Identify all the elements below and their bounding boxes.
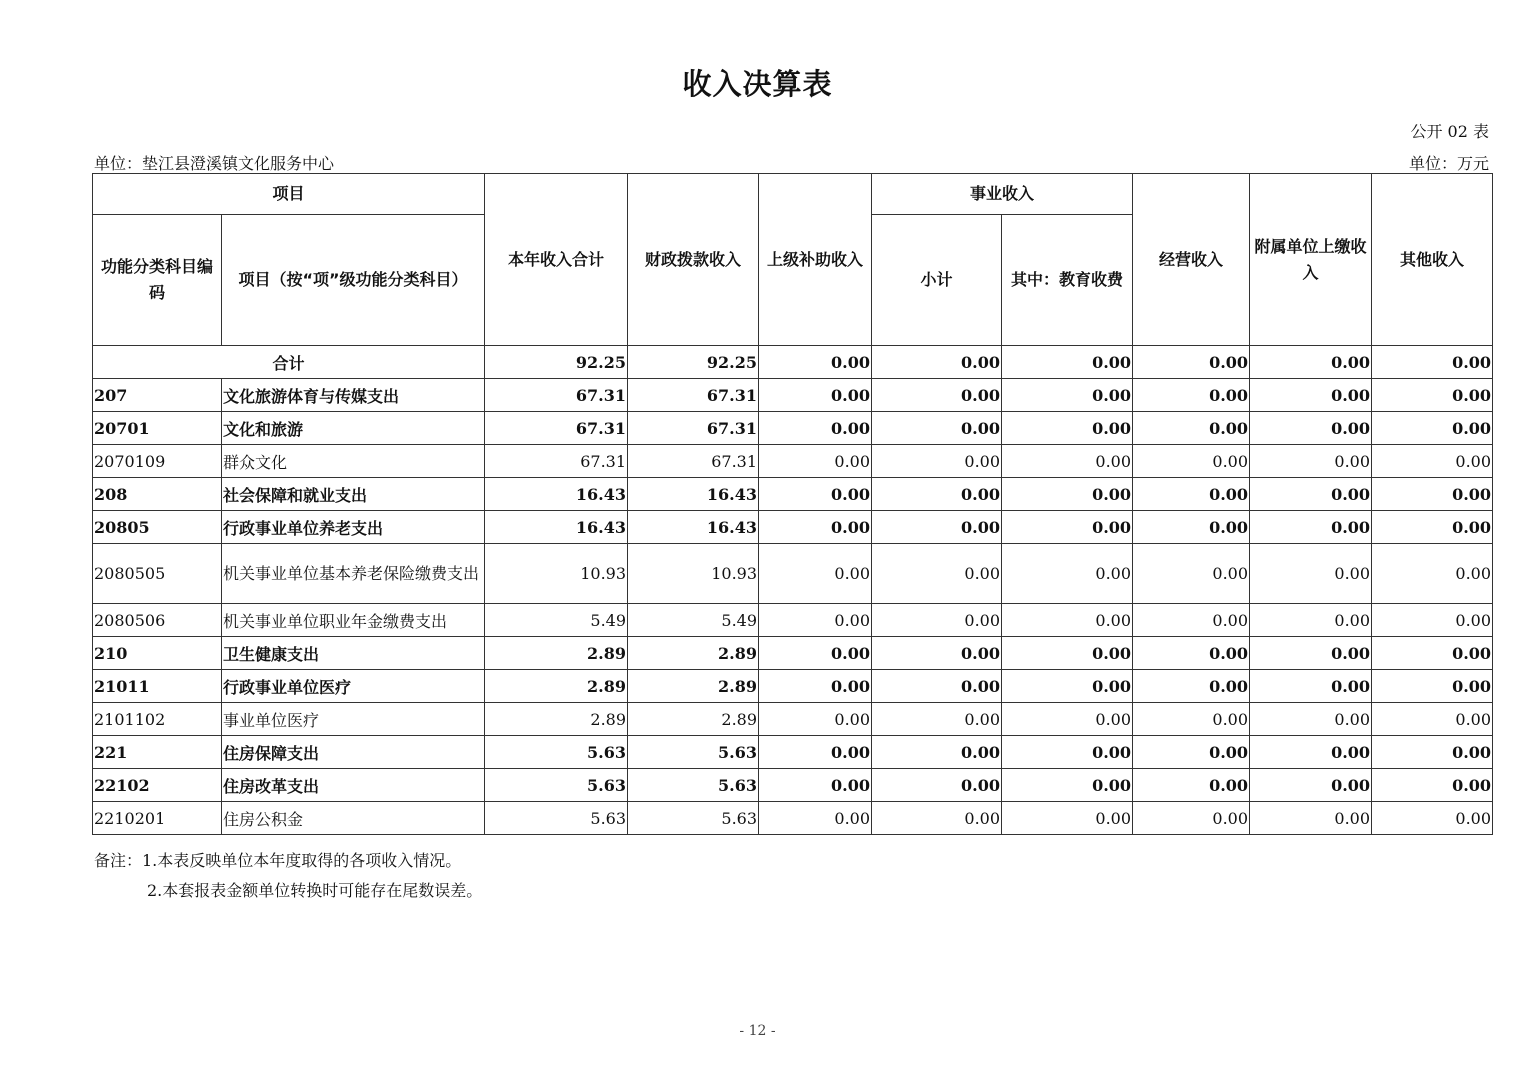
row-value: 0.00 [1250, 736, 1372, 769]
row-value: 2.89 [485, 703, 628, 736]
row-value: 0.00 [1250, 511, 1372, 544]
table-row [93, 670, 1493, 703]
row-name: 文化和旅游 [222, 412, 485, 445]
row-name: 机关事业单位职业年金缴费支出 [222, 604, 485, 637]
row-value: 0.00 [872, 379, 1002, 412]
row-value: 0.00 [1002, 544, 1133, 604]
row-value: 0.00 [1002, 802, 1133, 835]
row-value: 5.63 [485, 802, 628, 835]
table-row [93, 802, 1493, 835]
row-value: 0.00 [1372, 412, 1493, 445]
header-fiscal: 财政拨款收入 [628, 174, 759, 346]
row-value: 0.00 [1133, 379, 1250, 412]
row-value: 5.49 [628, 604, 759, 637]
row-code: 2101102 [93, 703, 222, 736]
row-value: 0.00 [1372, 637, 1493, 670]
row-value: 0.00 [1372, 736, 1493, 769]
row-value: 0.00 [759, 511, 872, 544]
row-value: 16.43 [628, 511, 759, 544]
form-number: 公开 02 表 [1410, 122, 1489, 141]
row-value: 0.00 [872, 445, 1002, 478]
row-value: 0.00 [872, 802, 1002, 835]
table-header [93, 174, 1493, 346]
table-total-row [93, 346, 1493, 379]
row-value: 67.31 [628, 412, 759, 445]
row-value: 2.89 [628, 703, 759, 736]
row-name: 行政事业单位养老支出 [222, 511, 485, 544]
header-edu-fee: 其中：教育收费 [1002, 215, 1133, 346]
row-value: 0.00 [872, 478, 1002, 511]
row-value: 0.00 [1002, 736, 1133, 769]
row-value: 0.00 [1133, 445, 1250, 478]
row-value: 0.00 [1133, 412, 1250, 445]
row-name: 卫生健康支出 [222, 637, 485, 670]
header-item-name: 项目（按“项”级功能分类科目） [222, 215, 485, 346]
row-value: 0.00 [1133, 670, 1250, 703]
row-value: 0.00 [759, 769, 872, 802]
row-value: 0.00 [759, 637, 872, 670]
table-row [93, 703, 1493, 736]
row-value: 0.00 [759, 445, 872, 478]
row-value: 0.00 [1250, 802, 1372, 835]
page-title: 收入决算表 [682, 67, 833, 101]
row-value: 0.00 [759, 412, 872, 445]
row-value: 0.00 [1372, 604, 1493, 637]
row-code: 2210201 [93, 802, 222, 835]
row-value: 0.00 [872, 637, 1002, 670]
row-value: 0.00 [1002, 412, 1133, 445]
table-row [93, 637, 1493, 670]
row-value: 0.00 [1372, 544, 1493, 604]
notes [94, 846, 482, 906]
table-row [93, 604, 1493, 637]
row-value: 0.00 [1250, 379, 1372, 412]
total-value: 0.00 [872, 346, 1002, 379]
table-row [93, 544, 1493, 604]
row-value: 0.00 [1002, 379, 1133, 412]
row-value: 0.00 [759, 478, 872, 511]
total-value: 92.25 [628, 346, 759, 379]
row-value: 2.89 [485, 637, 628, 670]
row-value: 0.00 [759, 670, 872, 703]
row-name: 机关事业单位基本养老保险缴费支出 [222, 544, 485, 604]
note-line-2: 2.本套报表金额单位转换时可能存在尾数误差。 [147, 881, 483, 900]
row-value: 0.00 [1002, 511, 1133, 544]
row-value: 0.00 [1250, 769, 1372, 802]
row-name: 社会保障和就业支出 [222, 478, 485, 511]
row-name: 住房公积金 [222, 802, 485, 835]
row-value: 0.00 [872, 769, 1002, 802]
row-value: 0.00 [1133, 511, 1250, 544]
row-name: 行政事业单位医疗 [222, 670, 485, 703]
table-row [93, 769, 1493, 802]
row-value: 0.00 [1250, 637, 1372, 670]
page-number: - 12 - [739, 1023, 776, 1039]
row-code: 22102 [93, 769, 222, 802]
row-value: 16.43 [485, 511, 628, 544]
row-value: 0.00 [872, 412, 1002, 445]
row-value: 67.31 [485, 379, 628, 412]
row-value: 0.00 [1250, 703, 1372, 736]
row-value: 0.00 [1133, 544, 1250, 604]
row-value: 0.00 [1002, 478, 1133, 511]
row-value: 5.63 [628, 769, 759, 802]
table-row [93, 445, 1493, 478]
row-value: 2.89 [485, 670, 628, 703]
row-value: 0.00 [759, 604, 872, 637]
row-value: 0.00 [1133, 769, 1250, 802]
row-name: 群众文化 [222, 445, 485, 478]
row-value: 0.00 [872, 511, 1002, 544]
row-value: 0.00 [1372, 802, 1493, 835]
row-value: 16.43 [485, 478, 628, 511]
row-value: 5.63 [628, 736, 759, 769]
table-row [93, 412, 1493, 445]
row-value: 0.00 [1002, 637, 1133, 670]
row-value: 0.00 [1002, 769, 1133, 802]
row-value: 0.00 [759, 379, 872, 412]
total-value: 0.00 [759, 346, 872, 379]
row-value: 0.00 [1002, 670, 1133, 703]
row-value: 0.00 [872, 544, 1002, 604]
row-value: 0.00 [872, 703, 1002, 736]
table-body [93, 346, 1493, 835]
reporting-unit: 单位：垫江县澄溪镇文化服务中心 [94, 154, 335, 173]
row-value: 0.00 [872, 670, 1002, 703]
row-name: 住房保障支出 [222, 736, 485, 769]
row-value: 0.00 [1133, 604, 1250, 637]
row-value: 0.00 [1133, 637, 1250, 670]
total-value: 0.00 [1250, 346, 1372, 379]
row-code: 221 [93, 736, 222, 769]
row-value: 5.63 [628, 802, 759, 835]
row-value: 2.89 [628, 670, 759, 703]
total-label: 合计 [93, 346, 485, 379]
row-value: 5.49 [485, 604, 628, 637]
total-value: 0.00 [1133, 346, 1250, 379]
row-code: 2080505 [93, 544, 222, 604]
row-value: 10.93 [485, 544, 628, 604]
table-row [93, 511, 1493, 544]
row-name: 住房改革支出 [222, 769, 485, 802]
header-affiliated: 附属单位上缴收入 [1250, 174, 1372, 346]
row-value: 0.00 [1002, 703, 1133, 736]
row-value: 0.00 [759, 703, 872, 736]
row-value: 10.93 [628, 544, 759, 604]
currency-unit: 单位：万元 [1408, 154, 1489, 173]
row-value: 0.00 [872, 736, 1002, 769]
row-value: 67.31 [485, 445, 628, 478]
total-value: 0.00 [1002, 346, 1133, 379]
row-value: 0.00 [1133, 736, 1250, 769]
header-superior: 上级补助收入 [759, 174, 872, 346]
row-value: 0.00 [1133, 478, 1250, 511]
row-value: 0.00 [1372, 670, 1493, 703]
row-value: 0.00 [1372, 769, 1493, 802]
row-value: 0.00 [1250, 412, 1372, 445]
row-code: 2070109 [93, 445, 222, 478]
row-value: 0.00 [1002, 445, 1133, 478]
header-operating: 经营收入 [1133, 174, 1250, 346]
header-project: 项目 [93, 174, 485, 215]
row-value: 0.00 [1372, 445, 1493, 478]
row-value: 0.00 [1372, 703, 1493, 736]
row-value: 0.00 [759, 802, 872, 835]
row-value: 0.00 [1250, 445, 1372, 478]
total-value: 0.00 [1372, 346, 1493, 379]
header-other: 其他收入 [1372, 174, 1493, 346]
row-value: 2.89 [628, 637, 759, 670]
header-total: 本年收入合计 [485, 174, 628, 346]
row-value: 0.00 [872, 604, 1002, 637]
row-code: 20805 [93, 511, 222, 544]
note-line-1: 备注：1.本表反映单位本年度取得的各项收入情况。 [94, 851, 462, 870]
row-value: 0.00 [1250, 604, 1372, 637]
row-code: 210 [93, 637, 222, 670]
row-code: 208 [93, 478, 222, 511]
table-row [93, 478, 1493, 511]
table-row [93, 736, 1493, 769]
row-code: 21011 [93, 670, 222, 703]
row-value: 0.00 [1250, 544, 1372, 604]
row-value: 0.00 [1372, 478, 1493, 511]
row-value: 0.00 [1372, 511, 1493, 544]
table-row [93, 379, 1493, 412]
row-value: 0.00 [1133, 703, 1250, 736]
row-name: 事业单位医疗 [222, 703, 485, 736]
header-subtotal: 小计 [872, 215, 1002, 346]
row-value: 67.31 [628, 445, 759, 478]
row-value: 5.63 [485, 736, 628, 769]
row-value: 0.00 [1002, 604, 1133, 637]
row-value: 0.00 [1250, 670, 1372, 703]
row-value: 0.00 [1372, 379, 1493, 412]
header-business: 事业收入 [872, 174, 1133, 215]
total-value: 92.25 [485, 346, 628, 379]
row-value: 0.00 [1250, 478, 1372, 511]
row-value: 67.31 [628, 379, 759, 412]
income-table [92, 173, 1493, 835]
row-code: 20701 [93, 412, 222, 445]
row-code: 207 [93, 379, 222, 412]
row-value: 16.43 [628, 478, 759, 511]
row-value: 0.00 [759, 736, 872, 769]
row-value: 0.00 [759, 544, 872, 604]
header-func-code: 功能分类科目编码 [93, 215, 222, 346]
row-value: 67.31 [485, 412, 628, 445]
row-name: 文化旅游体育与传媒支出 [222, 379, 485, 412]
row-value: 0.00 [1133, 802, 1250, 835]
row-code: 2080506 [93, 604, 222, 637]
row-value: 5.63 [485, 769, 628, 802]
